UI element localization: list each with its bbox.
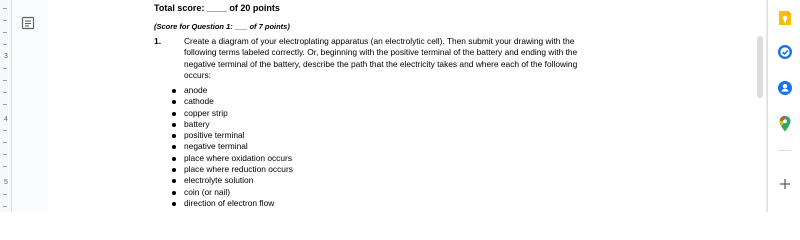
list-item-label: cathode	[184, 96, 214, 107]
list-item-label: place where reduction occurs	[184, 164, 293, 175]
question-line: Create a diagram of your electroplating apparatus (an electrolytic cell). Then submit your drawing with the	[184, 36, 575, 46]
bullet-icon	[172, 100, 176, 104]
scrollbar-thumb[interactable]	[757, 36, 763, 98]
get-addons-button[interactable]	[775, 174, 795, 194]
question-line: negative terminal of the battery, describe the path that the electricity takes and where each of the following	[184, 58, 578, 69]
keep-icon	[778, 10, 792, 26]
list-item	[154, 85, 594, 96]
list-item	[154, 164, 594, 175]
list-item-label: anode	[184, 85, 208, 95]
bullet-icon	[172, 179, 176, 183]
list-item-label: positive terminal	[184, 130, 245, 141]
keep-button[interactable]	[775, 8, 795, 28]
list-item	[154, 119, 594, 130]
contacts-icon	[777, 80, 793, 96]
question-score-text: (Score for Question 1: ___ of 7 points)	[154, 22, 290, 31]
list-item	[154, 153, 594, 164]
question-text	[184, 36, 604, 81]
document-outline-button[interactable]	[17, 12, 39, 34]
list-item-label: place where oxidation occurs	[184, 152, 293, 163]
vertical-ruler[interactable]	[0, 0, 12, 212]
ruler-number: 4	[4, 116, 8, 123]
document-page[interactable]	[48, 0, 766, 212]
contacts-button[interactable]	[775, 78, 795, 98]
list-item	[154, 175, 594, 186]
list-item	[154, 187, 594, 198]
question-line: occurs:	[184, 69, 211, 80]
side-panel-divider	[778, 150, 791, 151]
list-item-label: copper strip	[184, 107, 228, 118]
document-outline-icon	[21, 16, 35, 30]
maps-button[interactable]	[775, 114, 795, 134]
tasks-icon	[777, 44, 793, 60]
list-item	[154, 130, 594, 141]
side-panel	[767, 0, 800, 212]
list-item-label: battery	[184, 118, 210, 129]
list-item	[154, 198, 594, 209]
question-number: 1.	[154, 36, 162, 46]
ruler-number: 5	[4, 179, 8, 186]
question-line: following terms labeled correctly. Or, beginning with the positive terminal of the battery and ending with the	[184, 47, 578, 58]
bullet-icon	[172, 123, 176, 127]
list-item	[154, 108, 594, 119]
bullet-icon	[172, 89, 176, 93]
ruler-number: 3	[4, 53, 8, 60]
maps-icon	[778, 115, 792, 133]
list-item-label: negative terminal	[184, 141, 248, 152]
bullet-icon	[172, 145, 176, 149]
bullet-icon	[172, 134, 176, 138]
terms-list	[154, 85, 594, 209]
list-item-label: electrolyte solution	[184, 175, 254, 186]
list-item	[154, 141, 594, 152]
list-item-label: direction of electron flow	[184, 197, 275, 208]
total-score-text: Total score: ____ of 20 points	[154, 3, 280, 13]
plus-icon	[779, 178, 791, 190]
list-item-label: coin (or nail)	[184, 186, 231, 197]
bullet-icon	[172, 157, 176, 161]
tasks-button[interactable]	[775, 42, 795, 62]
list-item	[154, 96, 594, 107]
bullet-icon	[172, 202, 176, 206]
bullet-icon	[172, 112, 176, 116]
bullet-icon	[172, 168, 176, 172]
bullet-icon	[172, 191, 176, 195]
